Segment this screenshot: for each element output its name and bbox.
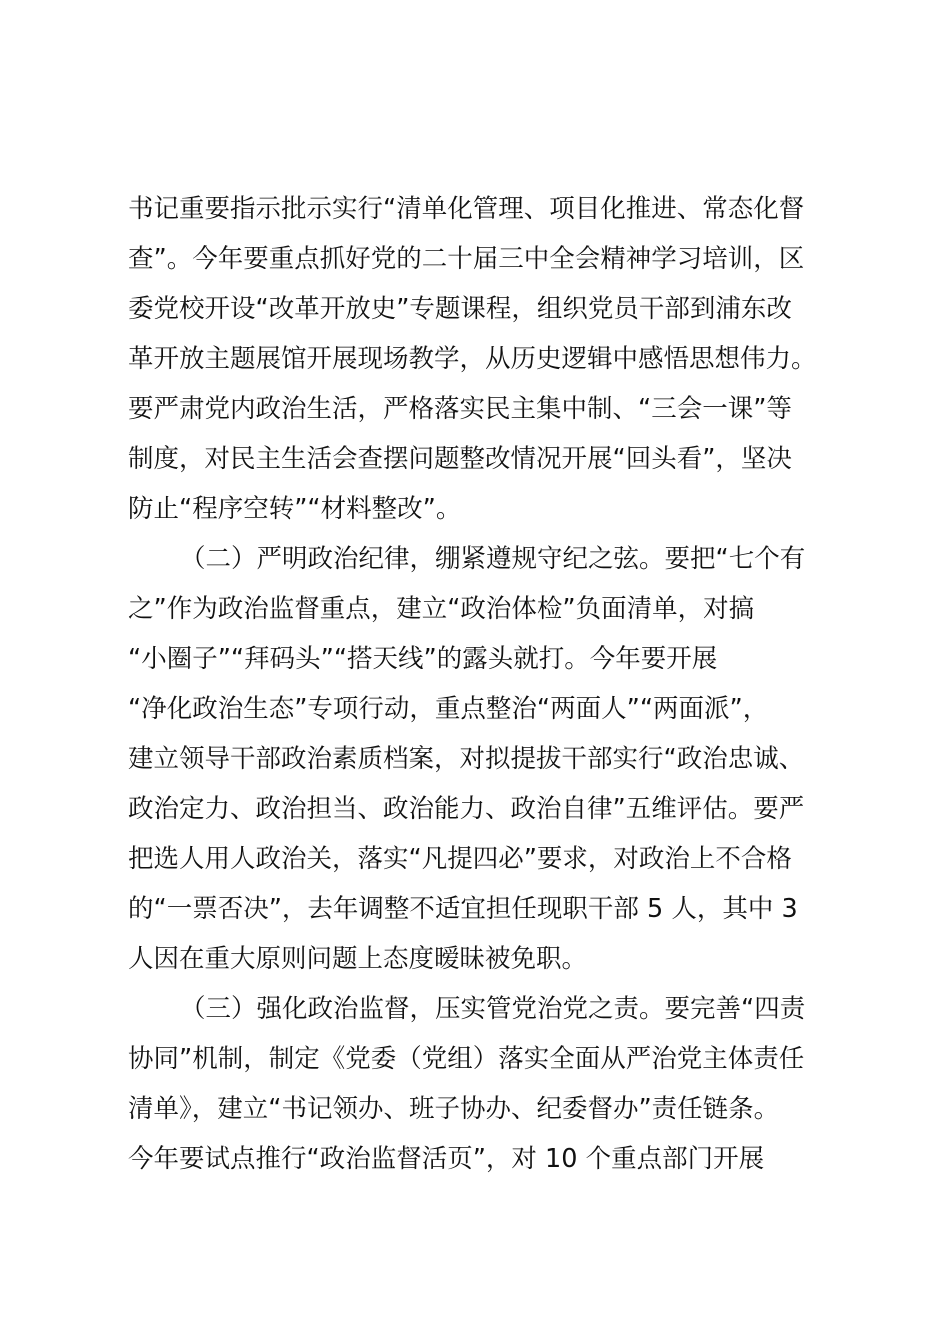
text-line-20: 今年要试点推行“政治监督活页”，对 10 个重点部门开展 — [128, 1144, 765, 1174]
text-line-4: 革开放主题展馆开展现场教学，从历史逻辑中感悟思想伟力。 — [128, 344, 817, 374]
text-line-14: 把选人用人政治关，落实“凡提四必”要求，对政治上不合格 — [128, 844, 792, 874]
text-line-6: 制度，对民主生活会查摆问题整改情况开展“回头看”，坚决 — [128, 444, 792, 474]
text-line-16: 人因在重大原则问题上态度暧昧被免职。 — [128, 944, 588, 974]
text-line-2: 查”。今年要重点抓好党的二十届三中全会精神学习培训，区 — [128, 244, 805, 274]
text-line-19: 清单》，建立“书记领办、班子协办、纪委督办”责任链条。 — [128, 1094, 780, 1124]
text-line-12: 建立领导干部政治素质档案，对拟提拔干部实行“政治忠诚、 — [128, 744, 805, 774]
section-heading-2-line: （二）严明政治纪律，绷紧遵规守纪之弦。要把“七个有 — [180, 544, 806, 574]
text-line-1: 书记重要指示批示实行“清单化管理、项目化推进、常态化督 — [128, 194, 805, 224]
text-line-9: 之”作为政治监督重点，建立“政治体检”负面清单，对搞 — [128, 594, 755, 624]
text-line-7: 防止“程序空转”“材料整改”。 — [128, 494, 462, 524]
text-line-10: “小圈子”“拜码头”“搭天线”的露头就打。今年要开展 — [128, 644, 718, 674]
text-line-13: 政治定力、政治担当、政治能力、政治自律”五维评估。要严 — [128, 794, 805, 824]
text-line-5: 要严肃党内政治生活，严格落实民主集中制、“三会一课”等 — [128, 394, 792, 424]
text-line-18: 协同”机制，制定《党委（党组）落实全面从严治党主体责任 — [128, 1044, 805, 1074]
section-heading-3-line: （三）强化政治监督，压实管党治党之责。要完善“四责 — [180, 994, 806, 1024]
text-line-15: 的“一票否决”，去年调整不适宜担任现职干部 5 人，其中 3 — [128, 894, 798, 924]
body-text — [128, 184, 833, 1184]
text-line-3: 委党校开设“改革开放史”专题课程，组织党员干部到浦东改 — [128, 294, 792, 324]
text-line-11: “净化政治生态”专项行动，重点整治“两面人”“两面派”， — [128, 694, 769, 724]
